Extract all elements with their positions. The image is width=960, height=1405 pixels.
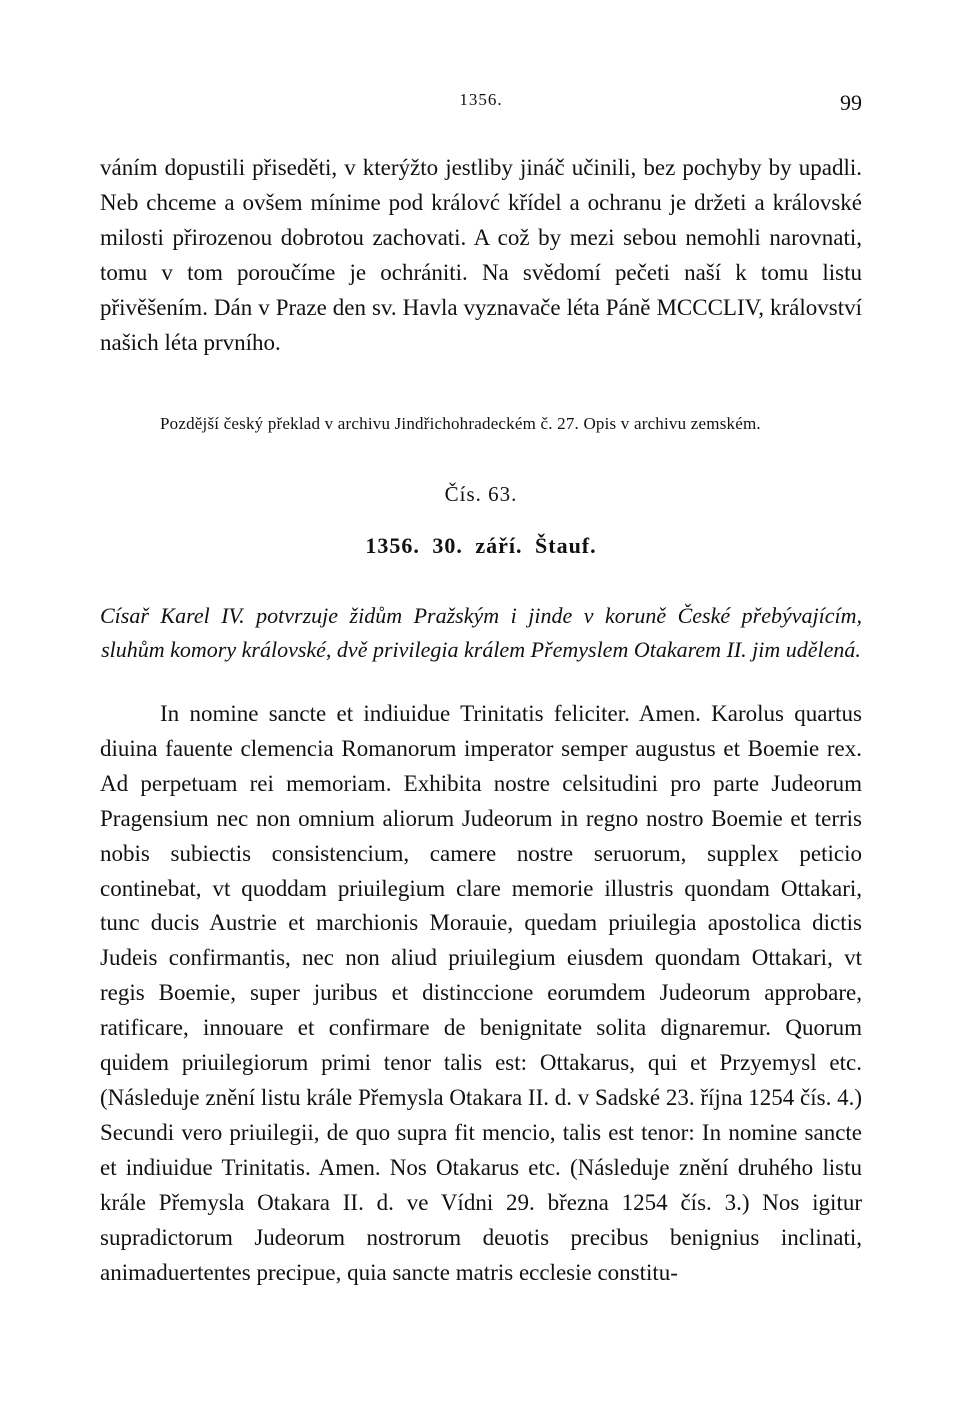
continuation-paragraph: váním dopustili přiseděti, v kterýžto jestliby jináč učinili, bez pochyby by upadli. Neb chceme a ovšem mínime pod královć křídel a ochranu je držeti a královské milosti přirozenou dobrotou zachovati. A což by mezi sebou nemohli narovnati, tomu v tom poroučíme je ochrániti. Na svědomí pečeti naší k tomu listu přivěšením. Dán v Praze den sv. Havla vyznavače léta Páně MCCCLIV, království našich léta prvního.	[100, 155, 862, 355]
page-number: 99	[840, 90, 862, 115]
document-number: Čís. 63.	[444, 482, 518, 506]
running-head-year: 1356.	[459, 90, 503, 109]
running-header	[100, 90, 862, 116]
source-note: Pozdější český překlad v archivu Jindřichohradeckém č. 27. Opis v archivu zemském.	[160, 414, 761, 433]
document-body	[100, 697, 862, 1290]
previous-document-ending	[100, 150, 862, 360]
latin-text-paragraph: In nomine sancte et indiuidue Trinitatis feliciter. Amen. Karolus quartus diuina fauente clemencia Romanorum imperator semper augustus et Boemie rex. Ad perpetuam rei memoriam. Exhibita nostre celsitudini pro parte Judeorum Pragensium nec non omnium aliorum Judeorum in regno nostro Boemie et terris nobis subiectis consistencium, camere nostre seruorum, supplex peticio continebat, vt quoddam priuilegium clare memorie illustris quondam Ottakari, tunc ducis Austrie et marchionis Morauie, quedam priuilegia apostolica dictis Judeis confirmantis, nec non aliud priuilegium eiusdem quondam Ottakari, vt regis Boemie, super juribus et distinccione eorumdem Judeorum approbare, ratificare, innouare et confirmare de benignitate solita dignaremur. Quorum quidem priuilegiorum primi tenor talis est: Ottakarus, qui et Przyemysl etc. (Následuje znění listu krále Přemysla Otakara II. d. v Sadské 23. října 1254 čís. 4.) Secundi vero priuilegii, de quo supra fit mencio, talis est tenor: In nomine sancte et indiuidue Trinitatis. Amen. Nos Otakarus etc. (Následuje znění druhého listu krále Přemysla Otakara II. d. ve Vídni 29. března 1254 čís. 3.) Nos igitur supradictorum Judeorum nostrorum deuotis precibus benignius inclinati, animaduertentes precipue, quia sancte matris ecclesie constitu-	[100, 701, 862, 1285]
document-date-place: 1356. 30. září. Štauf.	[365, 533, 597, 558]
document-regest: Císař Karel IV. potvrzuje židům Pražským i jinde v koruně České přebývajícím, sluhům komory královské, dvě privilegia králem Přemyslem Otakarem II. jim udělená.	[100, 603, 862, 662]
